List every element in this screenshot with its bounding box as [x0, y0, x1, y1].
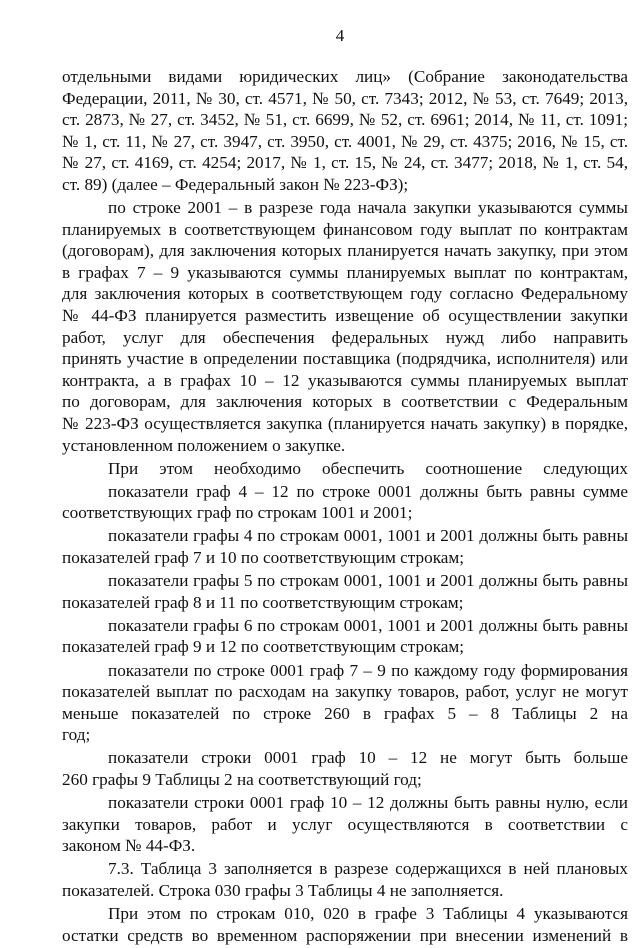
paragraph: [62, 481, 628, 524]
text-line: № 27, ст. 4169, ст. 4254; 2017, № 1, ст. 15, № 24, ст. 3477; 2018, № 1, ст. 54,: [62, 153, 628, 173]
text-line: показатели графы 4 по строкам 0001, 1001 и 2001 должны быть равны: [108, 526, 628, 546]
paragraph: [62, 197, 628, 456]
text-line: показатели строки 0001 граф 10 – 12 должны быть равны нулю, если: [108, 793, 628, 813]
text-line: для заключения которых в соответствующем году согласно Федеральному: [62, 284, 628, 304]
text-line: по строке 2001 – в разрезе года начала закупки указываются суммы: [108, 198, 628, 218]
page-number: 4: [335, 26, 345, 45]
text-line: показателей выплат по расходам на закупку товаров, работ, услуг не могут: [62, 682, 628, 702]
text-line: показатели графы 6 по строкам 0001, 1001 и 2001 должны быть равны: [108, 615, 628, 635]
text-line: показатели графы 5 по строкам 0001, 1001 и 2001 должны быть равны: [108, 571, 628, 591]
text-line: При этом необходимо обеспечить соотношение следующих: [108, 458, 628, 478]
text-line: № 1, ст. 11, № 27, ст. 3947, ст. 3950, ст. 4001, № 29, ст. 4375; 2016, № 15, ст.: [62, 131, 628, 151]
text-line: планируемых в соответствующем финансовом году выплат по контрактам: [62, 219, 628, 239]
paragraph: [62, 66, 628, 196]
paragraph: [62, 458, 628, 480]
text-line: ст. 2873, № 27, ст. 3452, № 51, ст. 6699, № 52, ст. 6961; 2014, № 11, ст. 1091;: [62, 110, 628, 130]
text-line: 7.3. Таблица 3 заполняется в разрезе содержащихся в ней плановых: [108, 859, 628, 879]
text-line: законом № 44-ФЗ.: [62, 836, 196, 856]
document-body: [62, 66, 628, 948]
text-line: показателей. Строка 030 графы 3 Таблицы 4 не заполняется.: [62, 880, 504, 900]
paragraph: [62, 660, 628, 746]
text-line: показателей граф 7 и 10 по соответствующим строкам;: [62, 548, 465, 568]
text-line: закупки товаров, работ и услуг осуществляются в соответствии с: [62, 814, 628, 834]
paragraph: [62, 747, 628, 790]
text-line: показатели граф 4 – 12 по строке 0001 должны быть равны сумме: [108, 481, 628, 501]
text-line: меньше показателей по строке 260 в графах 5 – 8 Таблицы 2 на: [62, 703, 628, 723]
text-line: работ, услуг для обеспечения федеральных нужд либо направить: [62, 327, 628, 347]
text-line: Федерации, 2011, № 30, ст. 4571, № 50, ст. 7343; 2012, № 53, ст. 7649; 2013,: [62, 88, 628, 108]
text-line: соответствующих граф по строкам 1001 и 2001;: [62, 503, 413, 523]
text-line: № 223-ФЗ осуществляется закупка (планируется начать закупку) в порядке,: [62, 414, 628, 433]
text-line: № 44-ФЗ планируется разместить извещение об осуществлении закупки: [62, 306, 628, 326]
paragraph: [62, 525, 628, 568]
text-line: показателей граф 8 и 11 по соответствующим строкам;: [62, 592, 464, 612]
paragraph: [62, 570, 628, 613]
text-line: При этом по строкам 010, 020 в графе 3 Таблицы 4 указываются: [108, 904, 628, 924]
text-line: (договорам), для заключения которых планируется начать закупку, при этом: [62, 241, 628, 261]
text-line: показатели по строке 0001 граф 7 – 9 по каждому году формирования: [108, 660, 628, 680]
text-line: по договорам, для заключения которых в соответствии с Федеральным: [62, 392, 628, 412]
text-line: установленном положением о закупке.: [62, 435, 346, 455]
paragraph: [62, 903, 628, 946]
paragraph: [62, 615, 628, 658]
text-line: остатки средств во временном распоряжении при внесении изменений в: [62, 925, 628, 945]
text-line: год;: [62, 725, 91, 745]
text-line: принять участие в определении поставщика (подрядчика, исполнителя) или: [62, 349, 628, 369]
text-line: контракта, а в графах 10 – 12 указываются суммы планируемых выплат: [62, 370, 628, 390]
paragraph: [62, 792, 628, 857]
text-line: показателей граф 9 и 12 по соответствующим строкам;: [62, 637, 465, 657]
text-line: отдельными видами юридических лиц» (Собрание законодательства: [62, 67, 628, 86]
text-line: показатели строки 0001 граф 10 – 12 не могут быть больше: [108, 748, 628, 768]
paragraph: [62, 858, 628, 901]
text-line: 260 графы 9 Таблицы 2 на соответствующий год;: [62, 770, 422, 789]
text-line: в графах 7 – 9 указываются суммы планируемых выплат по контрактам,: [62, 262, 628, 282]
text-line: ст. 89) (далее – Федеральный закон № 223-ФЗ);: [62, 174, 409, 194]
